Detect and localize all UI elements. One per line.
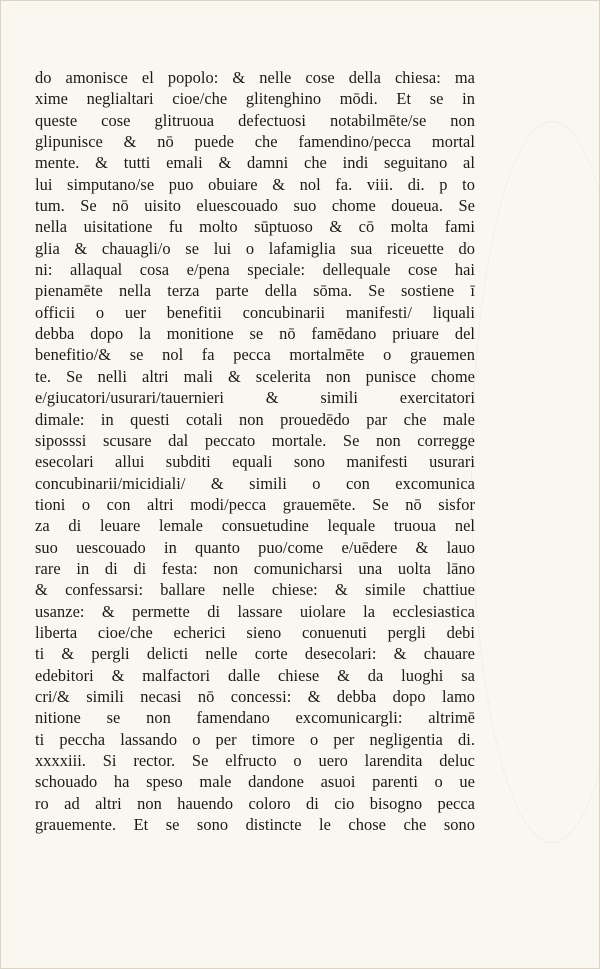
text-line: e/giucatori/usurari/tauernieri & simili exercitatori (35, 388, 475, 408)
text-line: nitione se non famendano excomunicargli: altrimē (35, 708, 475, 728)
text-line: queste cose glitruoua defectuosi notabilmēte/se non (35, 110, 475, 130)
text-line: concubinarii/micidiali/ & simili o con excomunica (35, 473, 475, 493)
text-line: rare in di di festa: non comunicharsi una uolta lāno (35, 558, 475, 578)
text-line: za di leuare lemale consuetudine lequale truoua nel (35, 516, 475, 536)
text-line: do amonisce el popolo: & nelle cose della chiesa: ma (35, 68, 475, 87)
text-line: ro ad altri non hauendo coloro di cio bisogno pecca (35, 793, 475, 813)
text-line: schouado ha speso male dandone asuoi parenti o ue (35, 772, 475, 792)
text-line: liberta cioe/che echerici sieno conuenuti pergli debi (35, 622, 475, 642)
text-line: ti & pergli delicti nelle corte desecolari: & chauare (35, 644, 475, 664)
body-text (35, 67, 475, 835)
show-through-shadow (471, 121, 600, 843)
text-line: xime neglialtari cioe/che glitenghino mōdi. Et se in (35, 89, 475, 109)
text-line: lui simputano/se puo obuiare & nol fa. viii. di. p to (35, 174, 475, 194)
text-line: grauemente. Et se sono distincte le chose che sono (35, 815, 475, 835)
text-line: te. Se nelli altri mali & scelerita non punisce chome (35, 366, 475, 386)
text-line: tioni o con altri modi/pecca grauemēte. Se nō sisfor (35, 494, 475, 514)
text-line: pienamēte nella terza parte della sōma. Se sostiene ī (35, 281, 475, 301)
text-line: tum. Se nō uisito eluescouado suo chome doueua. Se (35, 196, 475, 216)
text-line: siposssi scusare dal peccato mortale. Se non corregge (35, 430, 475, 450)
text-line: usanze: & permette di lassare uiolare la ecclesiastica (35, 601, 475, 621)
text-line: & confessarsi: ballare nelle chiese: & simile chattiue (35, 580, 475, 600)
text-line: edebitori & malfactori dalle chiese & da luoghi sa (35, 665, 475, 685)
text-line: benefitio/& se nol fa pecca mortalmēte o grauemen (35, 345, 475, 365)
text-line: mente. & tutti emali & damni che indi seguitano al (35, 153, 475, 173)
text-line: xxxxiii. Si rector. Se elfructo o uero larendita deluc (35, 751, 475, 770)
text-line: glia & chauagli/o se lui o lafamiglia sua riceuette do (35, 238, 475, 258)
text-line: dimale: in questi cotali non prouedēdo par che male (35, 409, 475, 429)
text-line: officii o uer benefitii concubinarii manifesti/ liquali (35, 302, 475, 322)
text-line: suo uescouado in quanto puo/come e/uēdere & lauo (35, 537, 475, 557)
text-line: glipunisce & nō puede che famendino/pecca mortal (35, 132, 475, 152)
text-line: esecolari allui subditi equali sono manifesti usurari (35, 452, 475, 472)
text-line: debba dopo la monitione se nō famēdano priuare del (35, 324, 475, 344)
text-line: ti peccha lassando o per timore o per negligentia di. (35, 729, 475, 749)
text-line: ni: allaqual cosa e/pena speciale: dellequale cose hai (35, 260, 475, 280)
text-line: nella uisitatione fu molto sūptuoso & cō molta fami (35, 217, 475, 237)
text-line: cri/& simili necasi nō concessi: & debba dopo lamo (35, 686, 475, 706)
